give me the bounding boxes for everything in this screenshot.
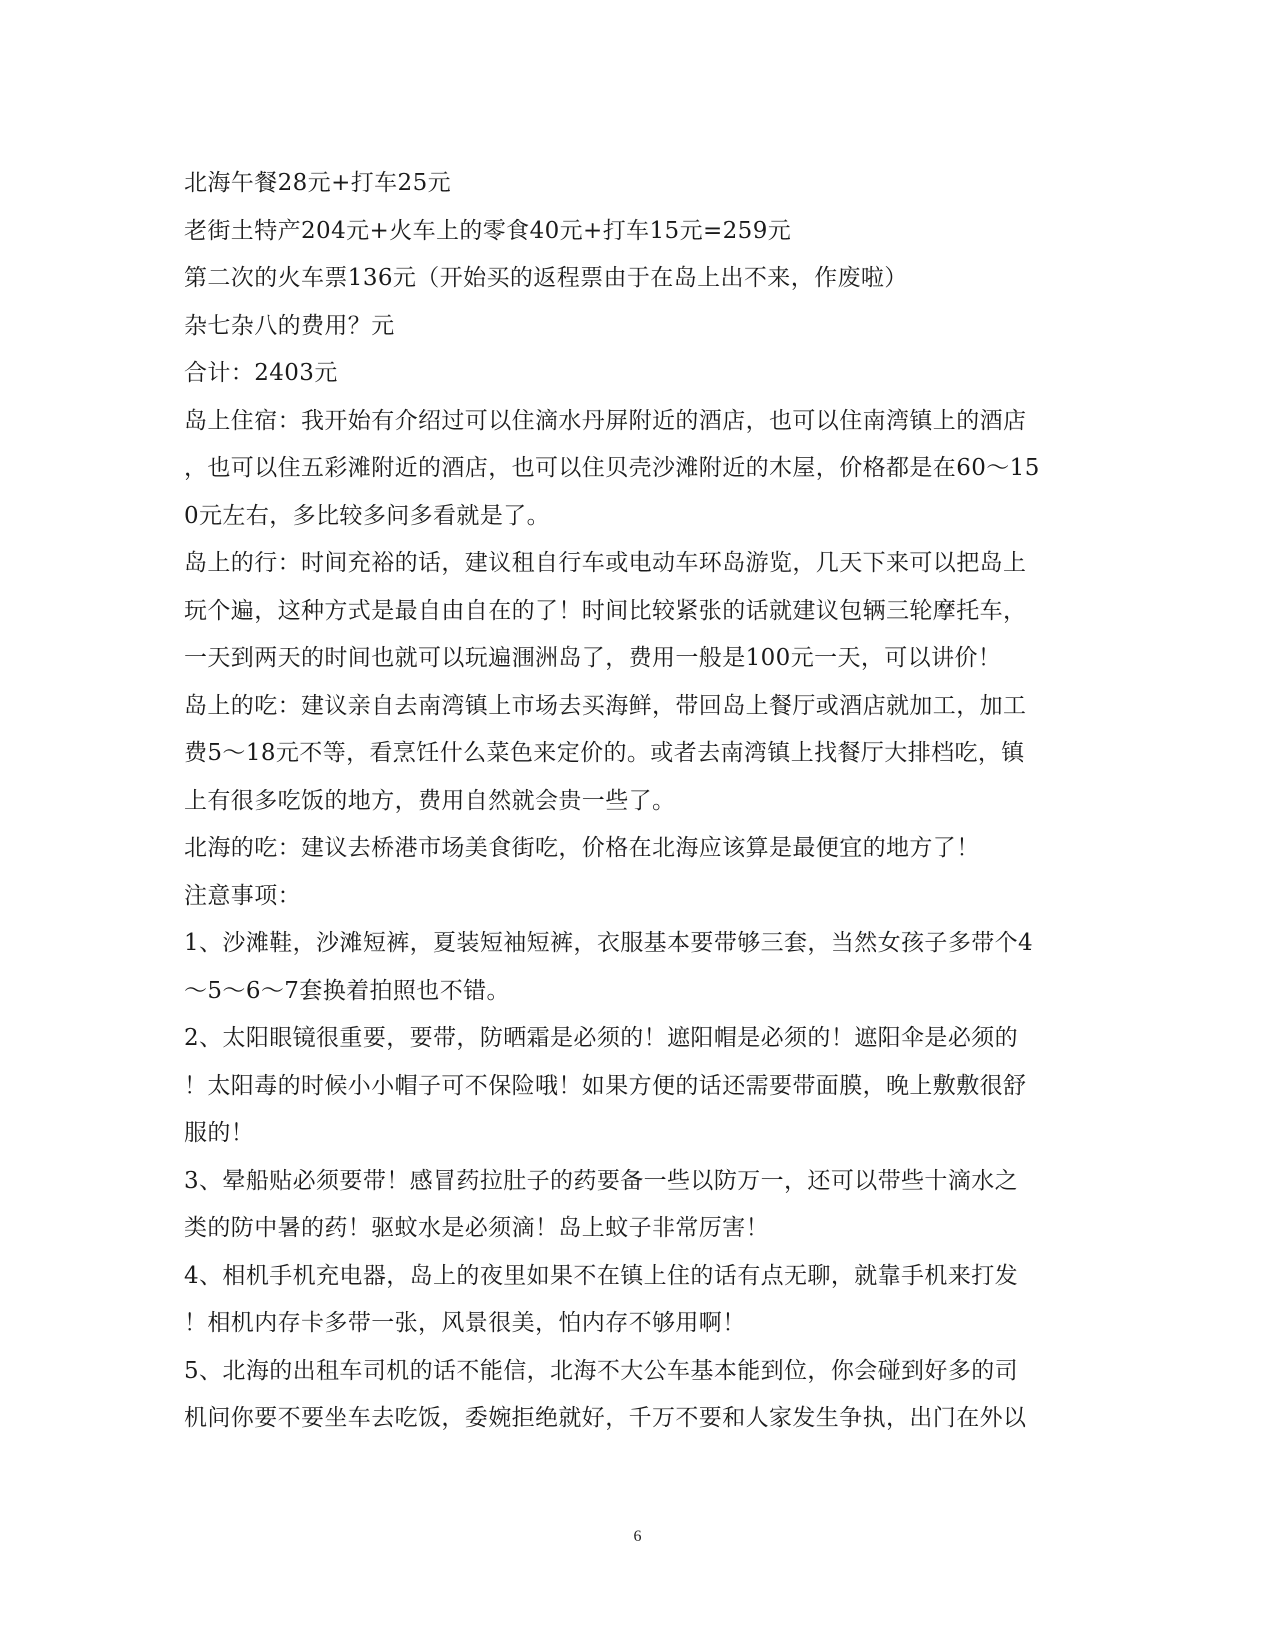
text-line: 4、相机手机充电器，岛上的夜里如果不在镇上住的话有点无聊，就靠手机来打发 (184, 1262, 1019, 1289)
text-line: 合计：2403元 (184, 360, 338, 386)
text-line: 北海午餐28元+打车25元 (184, 170, 452, 196)
text-line: 机问你要不要坐车去吃饭，委婉拒绝就好，千万不要和人家发生争执，出门在外以 (184, 1405, 1027, 1431)
text-line: 类的防中暑的药！驱蚊水是必须滴！岛上蚊子非常厉害！ (184, 1215, 769, 1241)
text-line: ！相机内存卡多带一张，风景很美，怕内存不够用啊！ (184, 1310, 746, 1336)
text-line: 北海的吃：建议去桥港市场美食街吃，价格在北海应该算是最便宜的地方了！ (184, 835, 980, 861)
text-line: 一天到两天的时间也就可以玩遍涠洲岛了，费用一般是100元一天，可以讲价！ (184, 645, 1002, 671)
text-line: 杂七杂八的费用？元 (184, 312, 395, 339)
text-line: ～5～6～7套换着拍照也不错。 (184, 977, 510, 1004)
text-line: 费5～18元不等，看烹饪什么菜色来定价的。或者去南湾镇上找餐厅大排档吃，镇 (184, 740, 1025, 766)
text-line: 2、太阳眼镜很重要，要带，防晒霜是必须的！遮阳帽是必须的！遮阳伞是必须的 (184, 1025, 1019, 1051)
text-line: 3、晕船贴必须要带！感冒药拉肚子的药要备一些以防万一，还可以带些十滴水之 (184, 1167, 1019, 1194)
page-number: 6 (633, 1528, 642, 1545)
text-line: 老街土特产204元+火车上的零食40元+打车15元=259元 (184, 217, 792, 244)
text-line: 上有很多吃饭的地方，费用自然就会贵一些了。 (184, 787, 676, 814)
text-line: 0元左右，多比较多问多看就是了。 (184, 502, 551, 529)
text-line: 注意事项： (184, 882, 301, 909)
text-line: 1、沙滩鞋，沙滩短裤，夏装短袖短裤，衣服基本要带够三套，当然女孩子多带个4 (184, 930, 1034, 956)
body-text (184, 160, 1084, 1443)
text-line: 5、北海的出租车司机的话不能信，北海不大公车基本能到位，你会碰到好多的司 (184, 1357, 1019, 1384)
text-line: 第二次的火车票136元（开始买的返程票由于在岛上出不来，作废啦） (184, 265, 908, 291)
text-line: ！太阳毒的时候小小帽子可不保险哦！如果方便的话还需要带面膜，晚上敷敷很舒 (184, 1072, 1027, 1099)
text-line: 玩个遍，这种方式是最自由自在的了！时间比较紧张的话就建议包辆三轮摩托车， (184, 597, 1027, 624)
text-line: 岛上住宿：我开始有介绍过可以住滴水丹屏附近的酒店，也可以住南湾镇上的酒店 (184, 407, 1027, 434)
text-line: 岛上的行：时间充裕的话，建议租自行车或电动车环岛游览，几天下来可以把岛上 (184, 550, 1027, 576)
text-line: 服的！ (184, 1120, 255, 1146)
text-line: 岛上的吃：建议亲自去南湾镇上市场去买海鲜，带回岛上餐厅或酒店就加工，加工 (184, 692, 1027, 719)
text-line: ，也可以住五彩滩附近的酒店，也可以住贝壳沙滩附近的木屋，价格都是在60～15 (184, 455, 1040, 481)
